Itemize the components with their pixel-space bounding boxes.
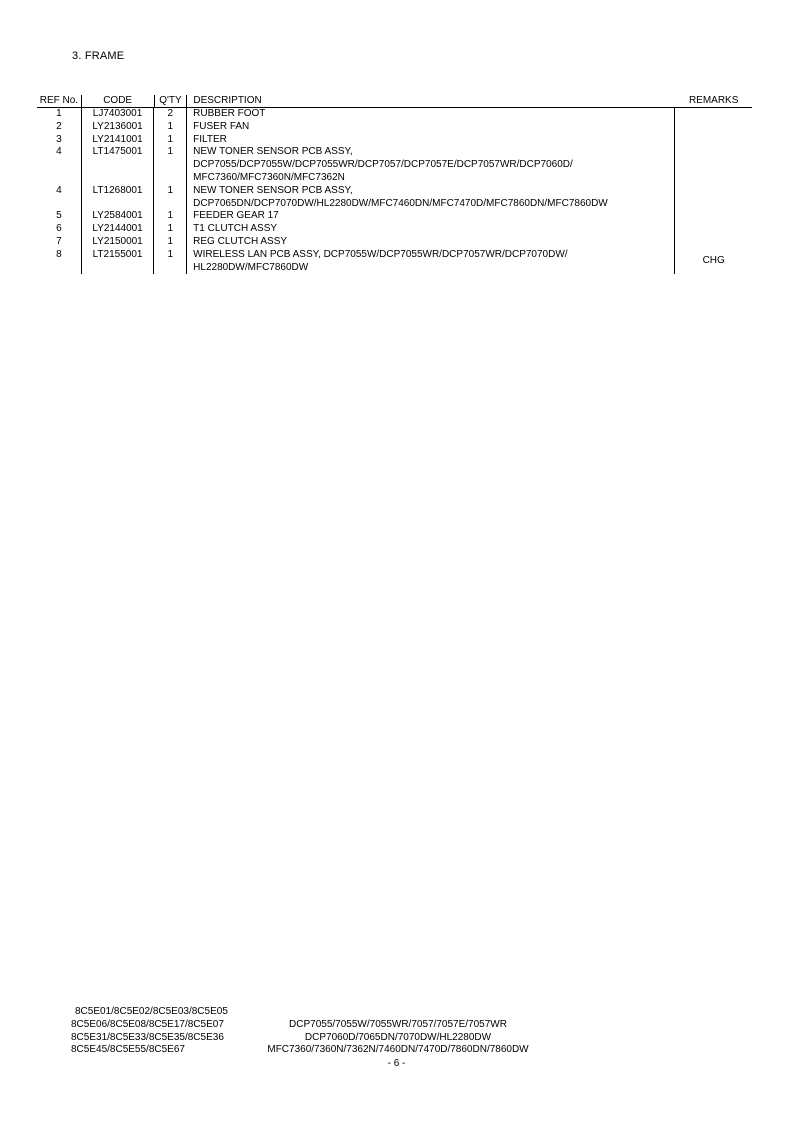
footer-code-line: 8C5E31/8C5E33/8C5E35/8C5E36 [71,1031,224,1043]
header-qty: Q'TY [155,95,188,107]
table-row [37,134,752,147]
footer-model-line: DCP7060D/7065DN/7070DW/HL2280DW [304,1031,492,1043]
table-row [37,146,752,184]
cell-ref: 3 [37,134,82,147]
description-line: NEW TONER SENSOR PCB ASSY, [193,146,353,158]
cell-ref: 2 [37,121,82,134]
cell-ref: 4 [37,146,82,184]
description-line: WIRELESS LAN PCB ASSY, DCP7055W/DCP7055WR/DCP7057WR/DCP7070DW/ [193,248,568,260]
page-number: - 6 - [387,1058,406,1069]
table-row [37,108,752,121]
cell-qty: 1 [154,223,187,236]
cell-ref: 5 [37,210,82,223]
cell-ref: 1 [37,108,82,121]
cell-code: LY2584001 [82,210,155,223]
cell-description [187,146,674,184]
header-ref: REF No. [37,95,82,107]
cell-qty: 1 [154,134,187,147]
cell-remarks [674,185,752,211]
table-header [37,95,752,108]
cell-code: LY2150001 [82,236,155,249]
table-row [37,121,752,134]
parts-table [37,95,752,276]
cell-qty: 2 [154,108,187,121]
cell-ref: 6 [37,223,82,236]
cell-description [187,185,674,211]
cell-qty: 1 [154,210,187,223]
table-row [37,236,752,249]
cell-ref: 4 [37,185,82,211]
description-line: RUBBER FOOT [193,108,266,119]
footer-code-line: 8C5E45/8C5E55/8C5E67 [71,1044,185,1056]
description-line: REG CLUTCH ASSY [193,235,288,247]
cell-remarks [674,236,752,249]
cell-code: LY2144001 [82,223,155,236]
description-line: DCP7055/DCP7055W/DCP7055WR/DCP7057/DCP7057E/DCP7057WR/DCP7060D/ [193,159,573,171]
description-line: MFC7360/MFC7360N/MFC7362N [193,171,345,183]
description-line: FEEDER GEAR 17 [193,210,279,222]
cell-remarks: CHG [674,249,752,275]
table-row [37,223,752,236]
cell-description [187,236,674,249]
description-line: DCP7065DN/DCP7070DW/HL2280DW/MFC7460DN/MFC7470D/MFC7860DN/MFC7860DW [193,197,608,209]
footer-model-line: MFC7360/7360N/7362N/7460DN/7470D/7860DN/7860DW [267,1044,529,1056]
cell-remarks [674,223,752,236]
cell-ref: 8 [37,249,82,275]
cell-remarks [674,210,752,223]
cell-ref: 7 [37,236,82,249]
cell-description [187,108,674,121]
cell-code: LJ7403001 [82,108,155,121]
description-line: FILTER [193,133,227,145]
section-title: 3. FRAME [72,50,125,62]
cell-description [187,134,674,147]
cell-code: LT2155001 [82,249,155,275]
table-row [37,249,752,277]
table-row [37,185,752,211]
footer-model-codes [71,1006,228,1057]
cell-qty: 1 [154,121,187,134]
cell-code: LT1475001 [82,146,155,184]
cell-code: LT1268001 [82,185,155,211]
cell-qty: 1 [154,146,187,184]
cell-code: LY2141001 [82,134,155,147]
cell-description [187,210,674,223]
footer-model-names [250,1019,546,1057]
cell-remarks [674,146,752,184]
footer-code-line: 8C5E01/8C5E02/8C5E03/8C5E05 [75,1006,228,1017]
table-row [37,210,752,223]
cell-description [187,249,674,275]
description-line: T1 CLUTCH ASSY [193,223,278,235]
cell-remarks [674,121,752,134]
footer-code-line: 8C5E06/8C5E08/8C5E17/8C5E07 [71,1018,224,1030]
cell-code: LY2136001 [82,121,155,134]
table-body [37,108,752,276]
description-line: NEW TONER SENSOR PCB ASSY, [193,184,353,196]
cell-qty: 1 [154,185,187,211]
cell-qty: 1 [154,236,187,249]
cell-remarks [674,108,752,121]
footer-model-line: DCP7055/7055W/7055WR/7057/7057E/7057WR [289,1018,507,1030]
cell-description [187,121,674,134]
header-description: DESCRIPTION [193,95,262,106]
header-code: CODE [82,95,155,107]
header-remarks: REMARKS [688,95,739,106]
cell-description [187,223,674,236]
description-line: HL2280DW/MFC7860DW [193,261,309,273]
cell-qty: 1 [154,249,187,275]
cell-remarks [674,134,752,147]
description-line: FUSER FAN [193,120,250,132]
